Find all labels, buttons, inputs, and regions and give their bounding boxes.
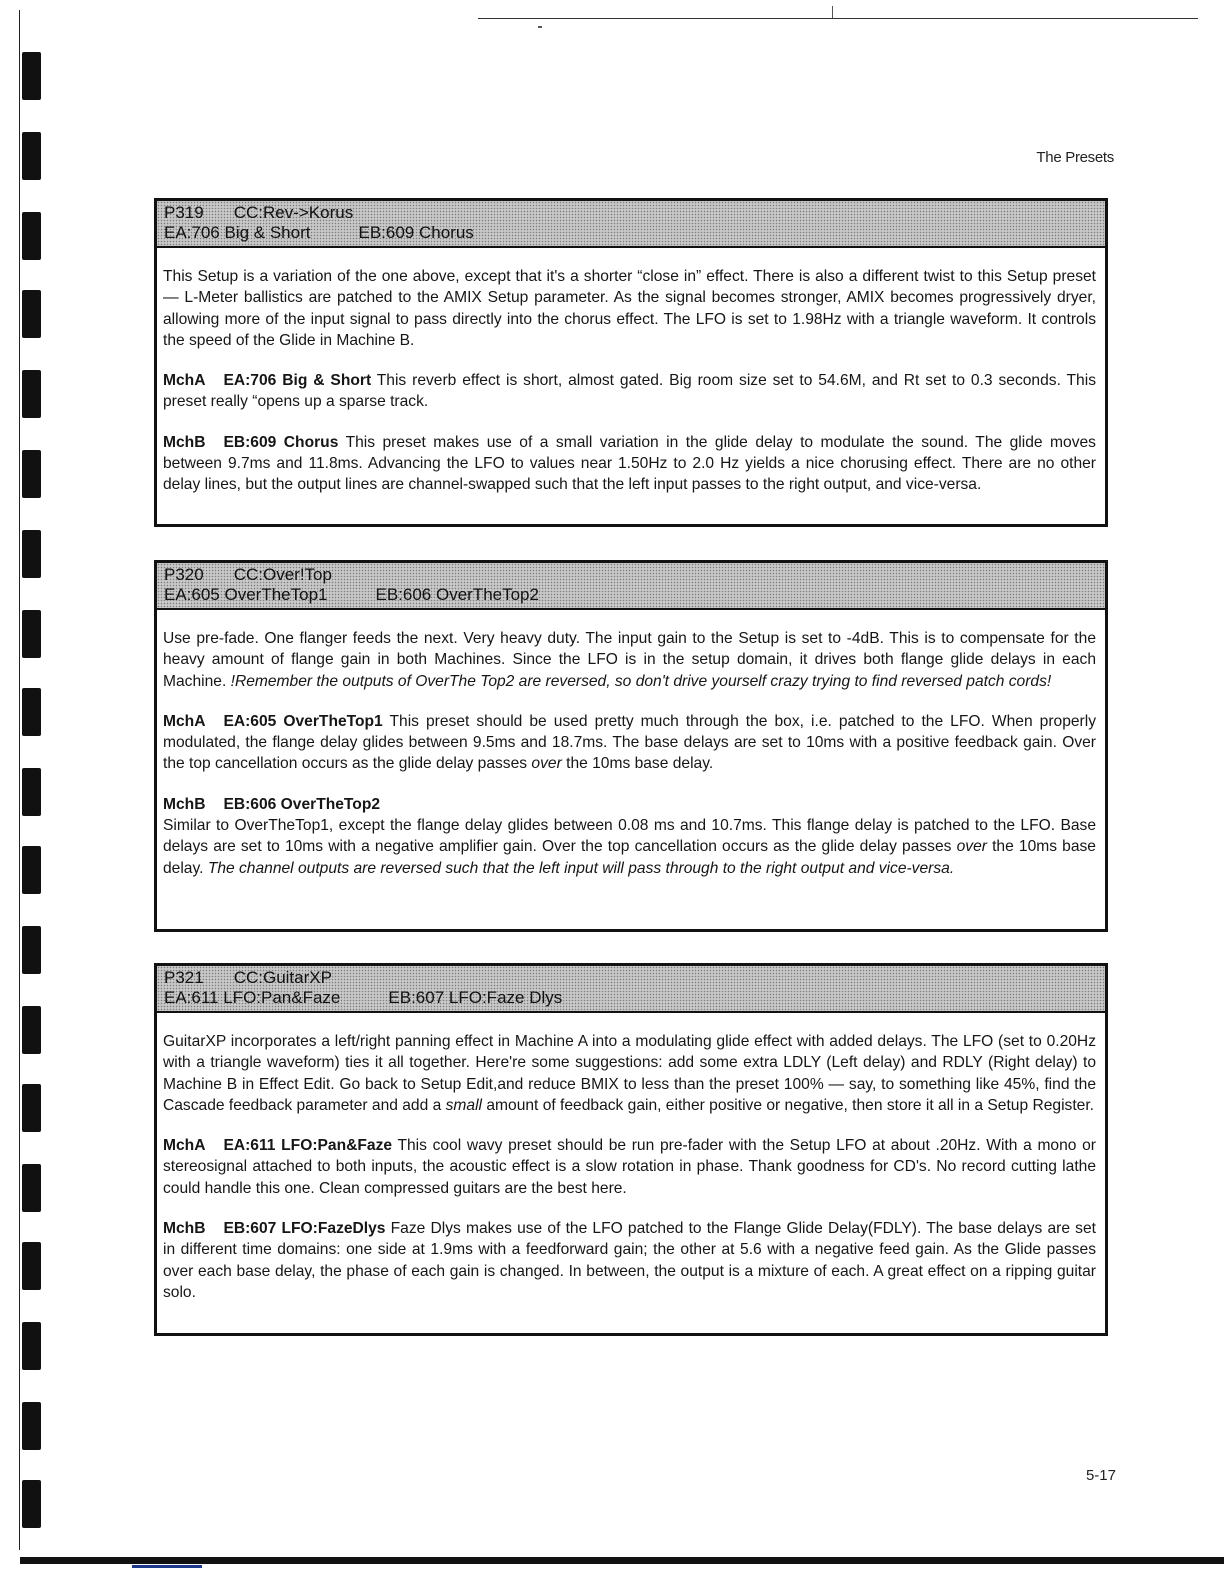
machine-a-text: This preset should be used pretty much through the box, i.e. patched to the LFO. When properly modulated, the flange delay glides between 9.5ms and 18.7ms. The base delays are set to 10ms with a positive feedback gain. Over the top cancellation occurs as the glide delay passes	[163, 712, 1096, 773]
machine-b-name: EB:607 LFO:FazeDlys	[223, 1220, 386, 1238]
machine-a-tail: the 10ms base delay.	[566, 755, 714, 773]
preset-cc: CC:Rev->Korus	[233, 203, 354, 222]
preset-body	[157, 248, 1105, 500]
machine-b-mid: the 10ms base delay.	[163, 838, 1096, 877]
machine-a-paragraph	[163, 711, 1096, 775]
preset-header	[157, 201, 1105, 248]
machine-a-label: MchA	[163, 1137, 206, 1155]
machine-a-text: This cool wavy preset should be run pre-fader with the Setup LFO at about .20Hz. With a mono or stereosignal attached to both inputs, the acoustic effect is a slow rotation in phase. Thank goodness for CD's. No record cutting lathe could handle this one. Clean compressed guitars are the best here.	[163, 1137, 1096, 1197]
preset-cc: CC:GuitarXP	[233, 968, 332, 987]
machine-b-label: MchB	[163, 795, 206, 813]
machine-a-paragraph	[163, 1135, 1096, 1199]
preset-intro-tail: amount of feedback gain, either positive or negative, then store it all in a Setup Register.	[486, 1096, 1095, 1114]
page-number: 5-17	[1085, 1467, 1116, 1484]
machine-b-text: Faze Dlys makes use of the LFO patched to the Flange Glide Delay(FDLY). The base delays are set in different time domains: one side at 1.9ms with a feedforward gain; the other at 5.6 with a negative feed gain. As the Glide passes over each base delay, the phase of each gain is changed. In between, the output is a mixture of each. A great effect on a ripping guitar solo.	[163, 1220, 1096, 1301]
preset-intro-text: Use pre-fade. One flanger feeds the next. Very heavy duty. The input gain to the Setup is set to -4dB. This is to compensate for the heavy amount of flange gain in both Machines. Since the LFO is in the setup domain, it drives both flange glide delays in each Machine.	[163, 630, 1096, 690]
bottom-tab	[132, 1565, 202, 1568]
preset-header	[157, 563, 1105, 610]
machine-b-text: Similar to OverTheTop1, except the flange delay glides between 0.08 ms and 10.7ms. This flange delay is patched to the LFO. Base delays are set to 10ms with a negative amplifier gain. Over the top cancellation occurs as the glide delay passes	[163, 817, 1096, 856]
preset-intro: This Setup is a variation of the one above, except that it's a shorter “close in” effect. There is also a different twist to this Setup preset — L-Meter ballistics are patched to the AMIX Setup parameter. As the signal becomes stronger, AMIX becomes progressively dryer, allowing more of the input signal to pass directly into the chorus effect. The LFO is set to 1.98Hz with a triangle waveform. It controls the speed of the Glide in Machine B.	[163, 268, 1096, 349]
preset-intro-text: GuitarXP incorporates a left/right panning effect in Machine A into a modulating glide effect with added delays. The LFO (set to 0.20Hz with a triangle waveform) ties it all together. Here're some suggestions: add some extra LDLY (Left delay) and RDLY (Right delay) to Machine B in Effect Edit. Go back to Setup Edit,and reduce BMIX to less than the preset 100% — say, to something like 45%, find the Cascade feedback parameter and add a	[163, 1033, 1096, 1114]
preset-ea: EA:611 LFO:Pan&Faze	[164, 988, 341, 1007]
machine-a-name: EA:706 Big & Short	[223, 372, 372, 390]
preset-ea: EA:706 Big & Short	[164, 223, 311, 242]
machine-b-label: MchB	[163, 433, 206, 451]
machine-a-name: EA:611 LFO:Pan&Faze	[223, 1137, 393, 1155]
preset-eb: EB:607 LFO:Faze Dlys	[388, 988, 563, 1007]
preset-box-p321	[154, 963, 1108, 1336]
preset-number: P319	[164, 203, 204, 222]
machine-b-paragraph	[163, 1218, 1096, 1303]
preset-body	[157, 610, 1105, 883]
preset-eb: EB:609 Chorus	[358, 223, 474, 242]
machine-b-name: EB:606 OverTheTop2	[223, 795, 381, 813]
preset-box-p320	[154, 560, 1108, 932]
machine-a-italic: over	[531, 755, 562, 773]
machine-b-name: EB:609 Chorus	[223, 433, 339, 451]
machine-a-name: EA:605 OverTheTop1	[223, 712, 383, 730]
machine-a-label: MchA	[163, 712, 206, 730]
machine-b-paragraph	[163, 432, 1096, 496]
preset-ea: EA:605 OverTheTop1	[164, 585, 328, 604]
binding-marks	[22, 0, 42, 1584]
machine-b-label: MchB	[163, 1220, 206, 1238]
top-rule	[478, 18, 1198, 19]
preset-box-p319	[154, 198, 1108, 527]
preset-number: P321	[164, 968, 204, 987]
preset-intro	[163, 628, 1096, 692]
machine-a-paragraph	[163, 370, 1096, 413]
preset-header	[157, 966, 1105, 1013]
preset-body	[157, 1013, 1105, 1307]
preset-intro-italic: !Remember the outputs of OverThe Top2 are reversed, so don't drive yourself crazy trying to find reversed patch cords!	[230, 672, 1052, 690]
machine-a-text: This reverb effect is short, almost gated. Big room size set to 54.6M, and Rt set to 0.3 seconds. This preset really “opens up a sparse track.	[163, 372, 1096, 411]
machine-b-paragraph	[163, 794, 1096, 879]
machine-b-text: This preset makes use of a small variation in the glide delay to modulate the sound. The glide moves between 9.7ms and 11.8ms. Advancing the LFO to values near 1.50Hz to 2.0 Hz yields a nice chorusing effect. There are no other delay lines, but the output lines are channel-swapped such that the left input passes to the right output, and vice-versa.	[163, 433, 1096, 494]
preset-number: P320	[164, 565, 204, 584]
top-tick	[832, 6, 833, 18]
bottom-bar	[20, 1557, 1224, 1564]
preset-cc: CC:Over!Top	[233, 565, 332, 584]
machine-b-italic: over	[956, 838, 987, 856]
binding-edge	[19, 10, 20, 1550]
preset-eb: EB:606 OverTheTop2	[375, 585, 539, 604]
running-header: The Presets	[1036, 149, 1114, 166]
machine-b-italic-note: The channel outputs are reversed such that the left input will pass through to the right output and vice-versa.	[207, 859, 955, 877]
machine-a-label: MchA	[163, 372, 206, 390]
top-mark	[538, 26, 542, 28]
preset-intro-italic: small	[445, 1096, 483, 1114]
preset-intro	[163, 1031, 1096, 1116]
